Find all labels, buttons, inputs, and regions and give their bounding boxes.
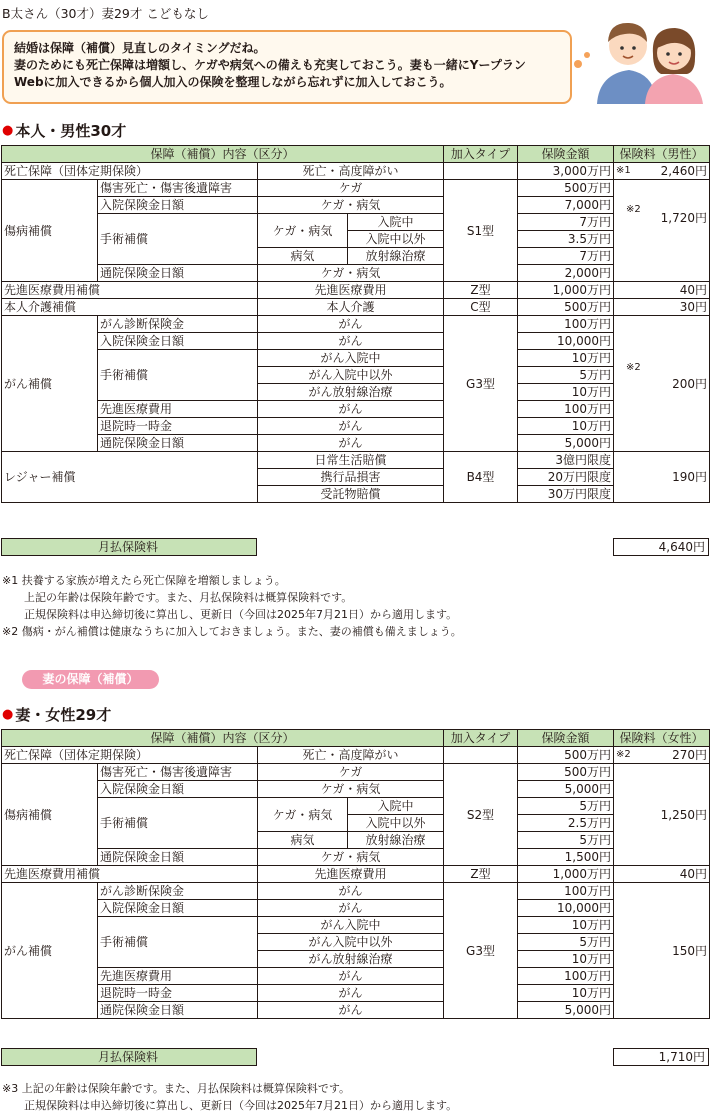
cause-cell: がん bbox=[258, 985, 444, 1002]
item-cell: 入院保険金日額 bbox=[98, 197, 258, 214]
table-row bbox=[2, 866, 710, 883]
amount-cell: 3億円限度 bbox=[518, 452, 614, 469]
sub-cell: 入院中以外 bbox=[348, 815, 444, 832]
red-bullet-icon: ● bbox=[2, 707, 14, 722]
item-cell: 手術補償 bbox=[98, 350, 258, 401]
wife-footnotes bbox=[2, 1080, 457, 1114]
cause-cell: がん bbox=[258, 968, 444, 985]
red-bullet-icon: ● bbox=[2, 123, 14, 138]
table-row bbox=[2, 781, 710, 798]
husband-monthly-premium-row bbox=[1, 538, 709, 556]
amount-cell: 2.5万円 bbox=[518, 815, 614, 832]
cause-cell: がん bbox=[258, 333, 444, 350]
cause-cell: ケガ・病気 bbox=[258, 798, 348, 832]
amount-cell: 7万円 bbox=[518, 214, 614, 231]
advanced-detail: 先進医療費用 bbox=[258, 282, 444, 299]
item-cell: 手術補償 bbox=[98, 917, 258, 968]
table-row bbox=[2, 917, 710, 934]
item-cell: 傷害死亡・傷害後遺障害 bbox=[98, 180, 258, 197]
amount-cell: 10万円 bbox=[518, 418, 614, 435]
amount-cell: 500万円 bbox=[518, 747, 614, 764]
leisure-premium: 190円 bbox=[614, 452, 710, 503]
item-cell: 傷害死亡・傷害後遺障害 bbox=[98, 764, 258, 781]
bubble-dot bbox=[574, 60, 582, 68]
care-label: 本人介護補償 bbox=[2, 299, 258, 316]
type-cell: Z型 bbox=[444, 866, 518, 883]
header-coverage: 保障（補償）内容（区分） bbox=[2, 730, 444, 747]
injury-premium-cell bbox=[614, 180, 710, 282]
monthly-label: 月払保険料 bbox=[1, 1048, 257, 1066]
cause-cell: ケガ・病気 bbox=[258, 849, 444, 866]
header-coverage: 保障（補償）内容（区分） bbox=[2, 146, 444, 163]
table-row bbox=[2, 452, 710, 469]
table-row bbox=[2, 214, 710, 231]
amount-cell: 5万円 bbox=[518, 832, 614, 849]
item-cell: がん診断保険金 bbox=[98, 883, 258, 900]
header-premium: 保険料（男性） bbox=[614, 146, 710, 163]
household-profile: B太さん（30才）妻29才 こどもなし bbox=[2, 6, 209, 21]
wife-section-title bbox=[2, 704, 111, 725]
cause-cell: がん bbox=[258, 316, 444, 333]
bubble-dot bbox=[584, 52, 590, 58]
header-amount: 保険金額 bbox=[518, 146, 614, 163]
table-row bbox=[2, 764, 710, 781]
footnote-line: ※3 上記の年齢は保険年齢です。また、月払保険料は概算保険料です。 bbox=[2, 1082, 350, 1095]
footnote-line: 上記の年齢は保険年齢です。また、月払保険料は概算保険料です。 bbox=[2, 591, 353, 604]
amount-cell: 7,000円 bbox=[518, 197, 614, 214]
table-row bbox=[2, 883, 710, 900]
amount-cell: 5,000円 bbox=[518, 435, 614, 452]
footnote-mark: ※2 bbox=[626, 204, 641, 215]
cause-cell: がん bbox=[258, 418, 444, 435]
advice-speech-bubble bbox=[2, 30, 572, 104]
type-cell: C型 bbox=[444, 299, 518, 316]
death-coverage-detail: 死亡・高度障がい bbox=[258, 163, 444, 180]
advice-line: 結婚は保障（補償）見直しのタイミングだね。 bbox=[14, 41, 266, 55]
sub-cell: 入院中 bbox=[348, 214, 444, 231]
premium-cell: 40円 bbox=[614, 282, 710, 299]
table-row bbox=[2, 163, 710, 180]
item-cell: 入院保険金日額 bbox=[98, 333, 258, 350]
premium-cell: 30円 bbox=[614, 299, 710, 316]
table-row bbox=[2, 747, 710, 764]
footnote-line: 正規保険料は申込締切後に算出し、更新日（今回は2025年7月21日）から適用します。 bbox=[2, 1099, 458, 1112]
amount-cell: 500万円 bbox=[518, 764, 614, 781]
leisure-type: B4型 bbox=[444, 452, 518, 503]
table-row bbox=[2, 849, 710, 866]
table-row bbox=[2, 401, 710, 418]
table-row bbox=[2, 418, 710, 435]
monthly-total: 4,640円 bbox=[613, 538, 709, 556]
amount-cell: 10万円 bbox=[518, 951, 614, 968]
footnote-mark: ※2 bbox=[626, 362, 641, 373]
footnote-mark: ※2 bbox=[616, 749, 631, 760]
couple-illustration bbox=[595, 8, 707, 104]
table-row bbox=[2, 316, 710, 333]
cancer-premium: 200円 bbox=[672, 376, 707, 391]
cause-cell: がん入院中 bbox=[258, 350, 444, 367]
table-header-row bbox=[2, 730, 710, 747]
amount-cell: 100万円 bbox=[518, 883, 614, 900]
cancer-premium-cell bbox=[614, 316, 710, 452]
table-row bbox=[2, 968, 710, 985]
injury-type: S1型 bbox=[444, 180, 518, 282]
table-row bbox=[2, 350, 710, 367]
cause-cell: がん bbox=[258, 883, 444, 900]
table-row bbox=[2, 435, 710, 452]
cancer-type: G3型 bbox=[444, 883, 518, 1019]
table-row bbox=[2, 197, 710, 214]
cause-cell: ケガ・病気 bbox=[258, 781, 444, 798]
cause-cell: 病気 bbox=[258, 248, 348, 265]
amount-cell: 3,000万円 bbox=[518, 163, 614, 180]
death-premium: 270円 bbox=[672, 748, 707, 762]
type-cell bbox=[444, 163, 518, 180]
amount-cell: 100万円 bbox=[518, 316, 614, 333]
header-type: 加入タイプ bbox=[444, 146, 518, 163]
premium-cell: 40円 bbox=[614, 866, 710, 883]
cause-cell: ケガ・病気 bbox=[258, 265, 444, 282]
premium-cell bbox=[614, 163, 710, 180]
cancer-label: がん補償 bbox=[2, 316, 98, 452]
cause-cell: 日常生活賠償 bbox=[258, 452, 444, 469]
cause-cell: 携行品損害 bbox=[258, 469, 444, 486]
husband-section-title bbox=[2, 120, 126, 141]
item-cell: 通院保険金日額 bbox=[98, 849, 258, 866]
cancer-premium: 150円 bbox=[614, 883, 710, 1019]
amount-cell: 30万円限度 bbox=[518, 486, 614, 503]
cause-cell: ケガ bbox=[258, 764, 444, 781]
injury-premium: 1,250円 bbox=[614, 764, 710, 866]
amount-cell: 5万円 bbox=[518, 367, 614, 384]
amount-cell: 10万円 bbox=[518, 985, 614, 1002]
cause-cell: 受託物賠償 bbox=[258, 486, 444, 503]
cause-cell: ケガ・病気 bbox=[258, 197, 444, 214]
item-cell: 通院保険金日額 bbox=[98, 265, 258, 282]
table-row bbox=[2, 299, 710, 316]
advanced-label: 先進医療費用補償 bbox=[2, 282, 258, 299]
advice-line: Webに加入できるから個人加入の保険を整理しながら忘れずに加入しておこう。 bbox=[14, 75, 452, 89]
advice-line: 妻のためにも死亡保障は増額し、ケガや病気への備えも充実しておこう。妻も一緒にYープラン bbox=[14, 58, 526, 72]
injury-label: 傷病補償 bbox=[2, 180, 98, 282]
advanced-detail: 先進医療費用 bbox=[258, 866, 444, 883]
amount-cell: 500万円 bbox=[518, 299, 614, 316]
amount-cell: 10万円 bbox=[518, 917, 614, 934]
table-row bbox=[2, 333, 710, 350]
table-row bbox=[2, 900, 710, 917]
header-amount: 保険金額 bbox=[518, 730, 614, 747]
cause-cell: がん入院中 bbox=[258, 917, 444, 934]
item-cell: 手術補償 bbox=[98, 214, 258, 265]
cause-cell: がん放射線治療 bbox=[258, 951, 444, 968]
cancer-type: G3型 bbox=[444, 316, 518, 452]
item-cell: 入院保険金日額 bbox=[98, 900, 258, 917]
table-row bbox=[2, 798, 710, 815]
header-premium: 保険料（女性） bbox=[614, 730, 710, 747]
cause-cell: がん bbox=[258, 401, 444, 418]
item-cell: がん診断保険金 bbox=[98, 316, 258, 333]
sub-cell: 入院中以外 bbox=[348, 231, 444, 248]
cause-cell: ケガ・病気 bbox=[258, 214, 348, 248]
amount-cell: 1,000万円 bbox=[518, 866, 614, 883]
premium-cell bbox=[614, 747, 710, 764]
amount-cell: 10万円 bbox=[518, 350, 614, 367]
advanced-label: 先進医療費用補償 bbox=[2, 866, 258, 883]
cause-cell: がん入院中以外 bbox=[258, 934, 444, 951]
type-cell bbox=[444, 747, 518, 764]
death-coverage-detail: 死亡・高度障がい bbox=[258, 747, 444, 764]
husband-title-text: 本人・男性30才 bbox=[15, 122, 127, 140]
death-coverage-label: 死亡保障（団体定期保険） bbox=[2, 747, 258, 764]
sub-cell: 入院中 bbox=[348, 798, 444, 815]
amount-cell: 500万円 bbox=[518, 180, 614, 197]
wife-coverage-table bbox=[1, 729, 710, 1019]
cause-cell: がん bbox=[258, 900, 444, 917]
cause-cell: がん放射線治療 bbox=[258, 384, 444, 401]
item-cell: 先進医療費用 bbox=[98, 401, 258, 418]
amount-cell: 10,000円 bbox=[518, 900, 614, 917]
item-cell: 退院時一時金 bbox=[98, 985, 258, 1002]
wife-monthly-premium-row bbox=[1, 1048, 709, 1066]
wife-title-text: 妻・女性29才 bbox=[15, 706, 112, 724]
table-row bbox=[2, 265, 710, 282]
amount-cell: 100万円 bbox=[518, 401, 614, 418]
monthly-total: 1,710円 bbox=[613, 1048, 709, 1066]
cause-cell: がん入院中以外 bbox=[258, 367, 444, 384]
cause-cell: がん bbox=[258, 435, 444, 452]
table-header-row bbox=[2, 146, 710, 163]
amount-cell: 2,000円 bbox=[518, 265, 614, 282]
husband-footnotes bbox=[2, 572, 462, 640]
footnote-line: ※1 扶養する家族が増えたら死亡保障を増額しましょう。 bbox=[2, 574, 286, 587]
amount-cell: 10,000円 bbox=[518, 333, 614, 350]
table-row bbox=[2, 985, 710, 1002]
husband-coverage-table bbox=[1, 145, 710, 503]
monthly-label: 月払保険料 bbox=[1, 538, 257, 556]
item-cell: 通院保険金日額 bbox=[98, 435, 258, 452]
amount-cell: 5,000円 bbox=[518, 781, 614, 798]
footnote-line: 正規保険料は申込締切後に算出し、更新日（今回は2025年7月21日）から適用します。 bbox=[2, 608, 458, 621]
item-cell: 通院保険金日額 bbox=[98, 1002, 258, 1019]
amount-cell: 10万円 bbox=[518, 384, 614, 401]
amount-cell: 5,000円 bbox=[518, 1002, 614, 1019]
amount-cell: 1,500円 bbox=[518, 849, 614, 866]
death-coverage-label: 死亡保障（団体定期保険） bbox=[2, 163, 258, 180]
injury-label: 傷病補償 bbox=[2, 764, 98, 866]
amount-cell: 1,000万円 bbox=[518, 282, 614, 299]
item-cell: 退院時一時金 bbox=[98, 418, 258, 435]
amount-cell: 3.5万円 bbox=[518, 231, 614, 248]
leisure-label: レジャー補償 bbox=[2, 452, 258, 503]
item-cell: 手術補償 bbox=[98, 798, 258, 849]
table-row bbox=[2, 282, 710, 299]
sub-cell: 放射線治療 bbox=[348, 248, 444, 265]
table-row bbox=[2, 1002, 710, 1019]
injury-premium: 1,720円 bbox=[660, 211, 707, 225]
footnote-mark: ※1 bbox=[616, 165, 631, 176]
table-row bbox=[2, 180, 710, 197]
amount-cell: 5万円 bbox=[518, 934, 614, 951]
amount-cell: 5万円 bbox=[518, 798, 614, 815]
amount-cell: 20万円限度 bbox=[518, 469, 614, 486]
amount-cell: 7万円 bbox=[518, 248, 614, 265]
type-cell: Z型 bbox=[444, 282, 518, 299]
cause-cell: がん bbox=[258, 1002, 444, 1019]
header-type: 加入タイプ bbox=[444, 730, 518, 747]
cause-cell: 病気 bbox=[258, 832, 348, 849]
cancer-label: がん補償 bbox=[2, 883, 98, 1019]
item-cell: 先進医療費用 bbox=[98, 968, 258, 985]
wife-section-pill: 妻の保障（補償） bbox=[22, 670, 159, 689]
footnote-line: ※2 傷病・がん補償は健康なうちに加入しておきましょう。また、妻の補償も備えましょう。 bbox=[2, 625, 462, 638]
item-cell: 入院保険金日額 bbox=[98, 781, 258, 798]
cause-cell: ケガ bbox=[258, 180, 444, 197]
death-premium: 2,460円 bbox=[660, 164, 707, 178]
amount-cell: 100万円 bbox=[518, 968, 614, 985]
sub-cell: 放射線治療 bbox=[348, 832, 444, 849]
injury-type: S2型 bbox=[444, 764, 518, 866]
care-detail: 本人介護 bbox=[258, 299, 444, 316]
